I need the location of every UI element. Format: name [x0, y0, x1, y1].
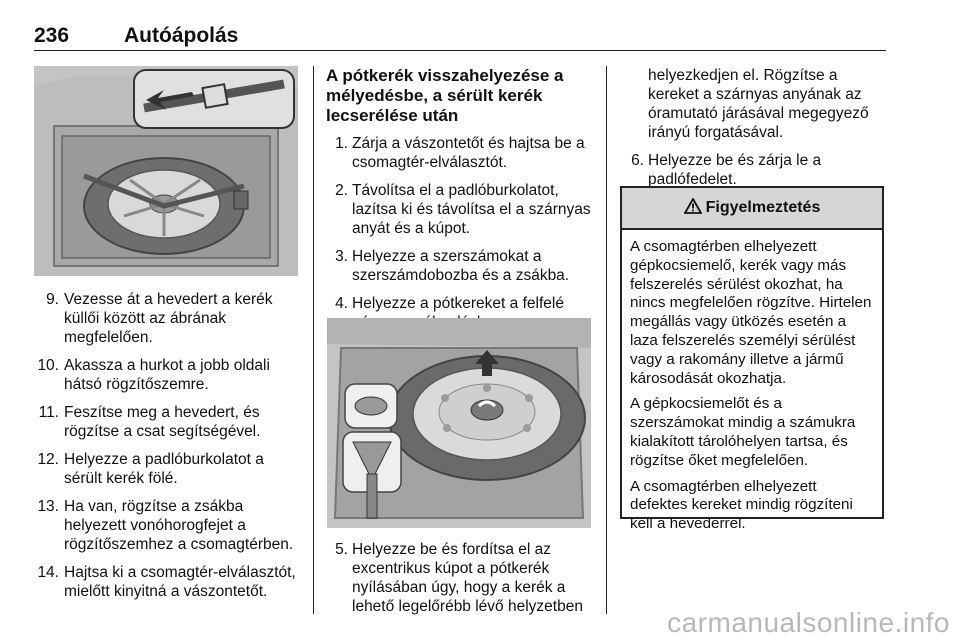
step-number: 4. [335, 295, 348, 312]
warning-title: Figyelmeztetés [705, 199, 821, 216]
page-number: 236 [34, 24, 70, 47]
step-text: Feszítse meg a hevedert, és rögzítse a csat segítségével. [64, 404, 261, 440]
step-number: 9. [46, 291, 59, 308]
step-text: Helyezze be és fordítsa el az excentrikus kúpot a pótkerék nyílásában úgy, hogy a kerék a lehető legelőrébb lévő helyzetben [352, 541, 583, 615]
warning-body [622, 230, 882, 534]
step-number: 3. [335, 248, 348, 265]
warning-box [620, 186, 884, 533]
page-title: Autóápolás [124, 24, 239, 47]
step-number: 6. [631, 152, 644, 169]
continued-text: helyezkedjen el. Rögzítse a kereket a szárnyas anyának az óramutató járásával megegyező irányú forgatásával. [648, 67, 869, 141]
step-text: Helyezze a pótkereket a felfelé [352, 295, 564, 312]
list-item [34, 563, 306, 601]
step-text: Akassza a hurkot a jobb oldali hátsó rögzítőszemre. [64, 357, 270, 393]
step-number: 12. [37, 451, 59, 468]
step-text: Helyezze a szerszámokat a szerszámdobozba és a zsákba. [352, 248, 570, 284]
step-number: 5. [335, 541, 348, 558]
step-number: 13. [37, 498, 59, 515]
section-heading: A pótkerék visszahelyezése a mélyedésbe, a sérült kerék lecserélése után [326, 66, 564, 125]
warning-paragraph: A csomagtérben elhelyezett defektes kereket mindig rögzíteni kell a hevederrel. [630, 477, 853, 533]
column-divider [606, 66, 607, 614]
list-item [34, 290, 306, 347]
watermark: carmanualsonline.info [667, 607, 950, 638]
list-item [34, 356, 306, 394]
list-item [326, 247, 598, 285]
step-text: Zárja a vászontetőt és hajtsa be a csomagtér-elválasztót. [352, 135, 585, 171]
page-header [34, 24, 886, 51]
right-column [622, 66, 884, 198]
list-item [34, 450, 306, 488]
step-number: 14. [37, 564, 59, 581]
warning-paragraph: A gépkocsiemelőt és a szerszámokat mindig a számukra kialakított tárolóhelyen tartsa, és rögzítse őket megfelelően. [630, 395, 856, 469]
middle-column [326, 66, 598, 341]
step-text: Távolítsa el a padlóburkolatot, lazítsa ki és távolítsa el a szárnyas anyát és a kúpot. [352, 182, 591, 237]
step-text: Helyezze be és zárja le a padlófedelet. [648, 152, 822, 188]
spare-wheel-well-illustration [327, 318, 591, 528]
left-column-steps [34, 290, 306, 610]
list-item [34, 403, 306, 441]
step-text: Hajtsa ki a csomagtér-elválasztót, mielőtt kinyitná a vászontetőt. [64, 564, 296, 600]
warning-triangle-icon [684, 198, 702, 219]
step-text: Helyezze a padlóburkolatot a sérült kerék fölé. [64, 451, 264, 487]
warning-header [622, 188, 882, 230]
step-number: 1. [335, 135, 348, 152]
list-item [326, 134, 598, 172]
step-number: 11. [38, 404, 59, 421]
step-number: 2. [335, 182, 348, 199]
list-item [326, 540, 598, 616]
spare-wheel-strap-illustration [34, 66, 298, 276]
middle-column-continued [326, 540, 598, 625]
list-item [326, 181, 598, 238]
step-number: 10. [37, 357, 59, 374]
column-divider [313, 66, 314, 614]
list-item [622, 151, 884, 189]
step-text: Ha van, rögzítse a zsákba helyezett vonóhorogfejet a rögzítőszemhez a csomagtérben. [64, 498, 294, 553]
list-item [34, 497, 306, 554]
step-text: Vezesse át a hevedert a kerék küllői között az ábrának megfelelően. [64, 291, 273, 346]
warning-paragraph: A csomagtérben elhelyezett gépkocsiemelő, kerék vagy más felszerelés sérülést okozhat, ha nincs megfelelően rögzítve. Hirtelen megállás vagy ütközés esetén a laza felszerelés személyi sérülést vagy a rakomány illetve a jármű károsodását okozhatja. [630, 238, 872, 387]
